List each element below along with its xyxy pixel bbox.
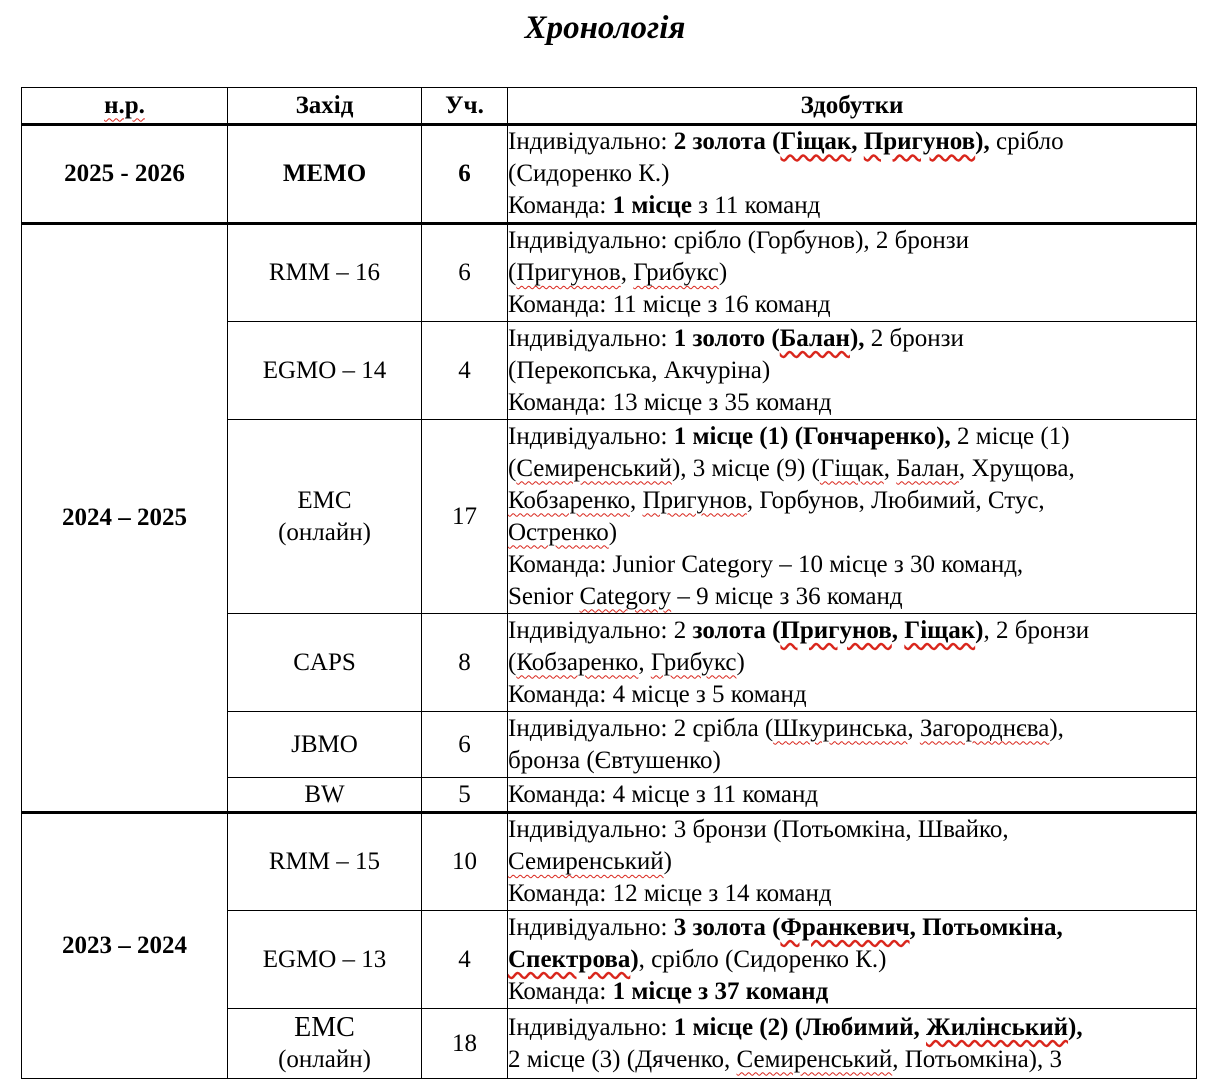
- flagged-word: Балан: [896, 454, 959, 482]
- text-segment: (: [508, 259, 517, 286]
- achievements-cell: [508, 322, 1197, 420]
- flagged-word: Балан: [779, 324, 850, 352]
- text-segment: Команда:: [508, 977, 613, 1005]
- text-segment: 1 місце з 37 команд: [612, 977, 829, 1005]
- achievement-line: [508, 289, 1196, 321]
- achievement-line: [508, 846, 1196, 878]
- header-year-label: н.р.: [104, 91, 145, 119]
- achievements-text: [508, 713, 1196, 777]
- flagged-word: Грибукс: [650, 648, 737, 676]
- achievement-line: [508, 549, 1196, 581]
- flagged-word: Грибукс: [633, 259, 719, 286]
- header-count: Уч.: [422, 88, 508, 125]
- achievement-line: [508, 126, 1196, 158]
- text-segment: 2 бронзи: [864, 324, 964, 352]
- flagged-word: Семиренський: [508, 848, 664, 875]
- count-cell: 5: [422, 778, 508, 813]
- achievements-cell: [508, 911, 1197, 1009]
- flagged-word: Гіщак: [780, 128, 852, 155]
- count-cell: 8: [422, 614, 508, 712]
- text-segment: Команда: 11 місце з 16 команд: [508, 291, 831, 318]
- achievement-line: [508, 581, 1196, 613]
- event-name: EMC: [294, 1011, 355, 1043]
- text-segment: 2 місце (1): [950, 422, 1070, 450]
- text-segment: срібло: [989, 128, 1064, 155]
- text-segment: ),: [849, 324, 865, 352]
- event-cell: EGMO – 14: [228, 322, 422, 420]
- text-segment: Індивідуально:: [508, 1013, 674, 1041]
- text-segment: (: [508, 648, 517, 676]
- text-segment: ,: [907, 714, 920, 742]
- text-segment: Індивідуально:: [508, 422, 674, 450]
- achievements-cell: [508, 614, 1197, 712]
- table-row: [22, 813, 1197, 911]
- text-segment: ,: [851, 128, 864, 155]
- count-cell: 10: [422, 813, 508, 911]
- flagged-word: Пригунов: [780, 616, 892, 644]
- achievement-line: [508, 647, 1196, 679]
- text-segment: , срібло (Сидоренко К.): [638, 945, 887, 973]
- text-segment: ,: [891, 616, 905, 644]
- text-segment: ): [718, 259, 728, 286]
- achievement-line: [508, 814, 1196, 846]
- count-cell: 6: [422, 125, 508, 224]
- text-segment: ),: [1068, 1013, 1083, 1041]
- text-segment: 1 місце (2) (Любимий,: [673, 1013, 926, 1041]
- text-segment: ,: [638, 648, 651, 676]
- achievement-line: [508, 878, 1196, 910]
- achievement-line: [508, 713, 1196, 745]
- event-cell: EGMO – 13: [228, 911, 422, 1009]
- achievements-cell: [508, 813, 1197, 911]
- year-cell: 2025 - 2026: [22, 125, 228, 224]
- achievements-text: [508, 1012, 1196, 1076]
- achievement-line: [508, 1012, 1196, 1044]
- text-segment: (: [772, 128, 781, 155]
- year-cell: 2024 – 2025: [22, 224, 228, 813]
- achievement-line: [508, 745, 1196, 777]
- achievements-text: [508, 814, 1196, 910]
- achievement-line: [508, 679, 1196, 711]
- achievements-text: [508, 615, 1196, 711]
- text-segment: золота (: [692, 616, 781, 644]
- flagged-word: Жилінський: [926, 1013, 1069, 1041]
- event-cell: JBMO: [228, 712, 422, 778]
- text-segment: Індивідуально:: [508, 324, 674, 352]
- achievements-cell: [508, 125, 1197, 224]
- achievement-line: [508, 323, 1196, 355]
- event-name: EMC: [297, 486, 352, 514]
- achievement-line: [508, 158, 1196, 190]
- text-segment: ,: [620, 259, 634, 286]
- text-segment: ),: [1049, 714, 1064, 742]
- text-segment: ): [630, 945, 639, 973]
- achievements-text: [508, 225, 1196, 321]
- text-segment: Індивідуально: 2: [508, 616, 693, 644]
- text-segment: Команда: Junior Category – 10 місце з 30 команд,: [508, 550, 1024, 578]
- text-segment: ), 3 місце (9) (: [671, 454, 820, 482]
- flagged-word: Гіщак: [819, 454, 884, 482]
- text-segment: бронза (Євтушенко): [508, 746, 721, 774]
- achievements-cell: [508, 712, 1197, 778]
- achievements-text: [508, 421, 1196, 613]
- text-segment: Команда: 4 місце з 11 команд: [508, 780, 819, 808]
- text-segment: ): [736, 648, 745, 676]
- event-format: (онлайн): [278, 1045, 371, 1073]
- event-cell: RMM – 15: [228, 813, 422, 911]
- text-segment: ): [663, 848, 672, 875]
- text-segment: 2 місце (3) (Дяченко,: [508, 1045, 737, 1073]
- text-segment: 1 місце: [612, 192, 692, 219]
- flagged-word: Пригунов: [516, 259, 621, 286]
- event-cell: [228, 1009, 422, 1079]
- text-segment: Команда: 12 місце з 14 команд: [508, 880, 832, 907]
- text-segment: , 2 бронзи: [983, 616, 1090, 644]
- achievement-line: [508, 355, 1196, 387]
- chronology-table: [21, 87, 1197, 1079]
- achievement-line: [508, 517, 1196, 549]
- text-segment: Індивідуально: 3 бронзи (Потьомкіна, Швайко,: [508, 816, 1009, 843]
- flagged-word: Кобзаренко: [508, 486, 630, 514]
- header-event: Захід: [228, 88, 422, 125]
- achievements-cell: [508, 1009, 1197, 1079]
- text-segment: , Хрущова,: [958, 454, 1075, 482]
- text-segment: Senior: [508, 582, 580, 610]
- text-segment: Команда: 4 місце з 5 команд: [508, 680, 807, 708]
- table-header-row: [22, 88, 1197, 125]
- count-cell: 6: [422, 224, 508, 322]
- flagged-word: Спектрова: [508, 945, 631, 973]
- text-segment: Команда: 13 місце з 35 команд: [508, 388, 832, 416]
- text-segment: Індивідуально:: [508, 128, 674, 155]
- achievement-line: [508, 976, 1196, 1008]
- text-segment: ): [975, 616, 984, 644]
- text-segment: з 11 команд: [691, 192, 821, 219]
- count-cell: 17: [422, 420, 508, 614]
- text-segment: Індивідуально: 2 срібла (: [508, 714, 774, 742]
- achievement-line: [508, 453, 1196, 485]
- text-segment: ,: [629, 486, 643, 514]
- achievement-line: [508, 190, 1196, 222]
- achievements-text: [508, 779, 1196, 811]
- achievement-line: [508, 485, 1196, 517]
- flagged-word: Шкуринська: [773, 714, 908, 742]
- page-title: Хронологія: [524, 10, 686, 46]
- year-cell: 2023 – 2024: [22, 813, 228, 1079]
- achievement-line: [508, 912, 1196, 944]
- event-format: (онлайн): [278, 518, 371, 546]
- achievements-text: [508, 912, 1196, 1008]
- event-cell: [228, 420, 422, 614]
- flagged-word: Гіщак: [904, 616, 976, 644]
- text-segment: ),: [975, 128, 990, 155]
- achievement-line: [508, 257, 1196, 289]
- text-segment: 2 золота: [673, 128, 773, 155]
- achievement-line: [508, 387, 1196, 419]
- text-segment: (Перекопська, Акчуріна): [508, 356, 771, 384]
- achievement-line: [508, 421, 1196, 453]
- text-segment: ,: [883, 454, 897, 482]
- achievements-text: [508, 323, 1196, 419]
- flagged-word: Франкевич: [780, 913, 910, 941]
- flagged-word: Остренко: [508, 518, 609, 546]
- achievement-line: [508, 1044, 1196, 1076]
- flagged-word: Загороднєва: [919, 714, 1050, 742]
- achievement-line: [508, 779, 1196, 811]
- text-segment: Індивідуально:: [508, 913, 674, 941]
- text-segment: – 9 місце з 36 команд: [671, 582, 903, 610]
- flagged-word: Пригунов: [642, 486, 747, 514]
- count-cell: 18: [422, 1009, 508, 1079]
- text-segment: ): [608, 518, 618, 546]
- achievement-line: [508, 615, 1196, 647]
- event-cell: BW: [228, 778, 422, 813]
- achievements-cell: [508, 224, 1197, 322]
- table-row: [22, 224, 1197, 322]
- flagged-word: Семиренський: [516, 454, 672, 482]
- header-year: [22, 88, 228, 125]
- text-segment: , Потьомкіна), 3: [892, 1045, 1062, 1073]
- text-segment: 1 місце (1) (Гончаренко),: [673, 422, 951, 450]
- event-cell: МЕМО: [228, 125, 422, 224]
- flagged-word: Кобзаренко: [516, 648, 639, 676]
- header-achievements: Здобутки: [508, 88, 1197, 125]
- text-segment: , Потьомкіна,: [909, 913, 1063, 941]
- achievements-cell: [508, 778, 1197, 813]
- text-segment: (: [508, 454, 517, 482]
- text-segment: , Горбунов, Любимий, Стус,: [746, 486, 1045, 514]
- achievement-line: [508, 225, 1196, 257]
- count-cell: 6: [422, 712, 508, 778]
- count-cell: 4: [422, 911, 508, 1009]
- text-segment: 3 золота (: [673, 913, 781, 941]
- flagged-word: Category: [579, 582, 672, 610]
- flagged-word: Пригунов: [863, 128, 976, 155]
- text-segment: (Сидоренко К.): [508, 160, 670, 187]
- count-cell: 4: [422, 322, 508, 420]
- achievements-cell: [508, 420, 1197, 614]
- achievement-line: [508, 944, 1196, 976]
- flagged-word: Семиренський: [736, 1045, 893, 1073]
- table-row: [22, 125, 1197, 224]
- text-segment: Команда:: [508, 192, 613, 219]
- event-cell: RMM – 16: [228, 224, 422, 322]
- event-cell: CAPS: [228, 614, 422, 712]
- achievements-text: [508, 126, 1196, 222]
- text-segment: Індивідуально: срібло (Горбунов), 2 бронзи: [508, 227, 970, 254]
- text-segment: 1 золото (: [673, 324, 780, 352]
